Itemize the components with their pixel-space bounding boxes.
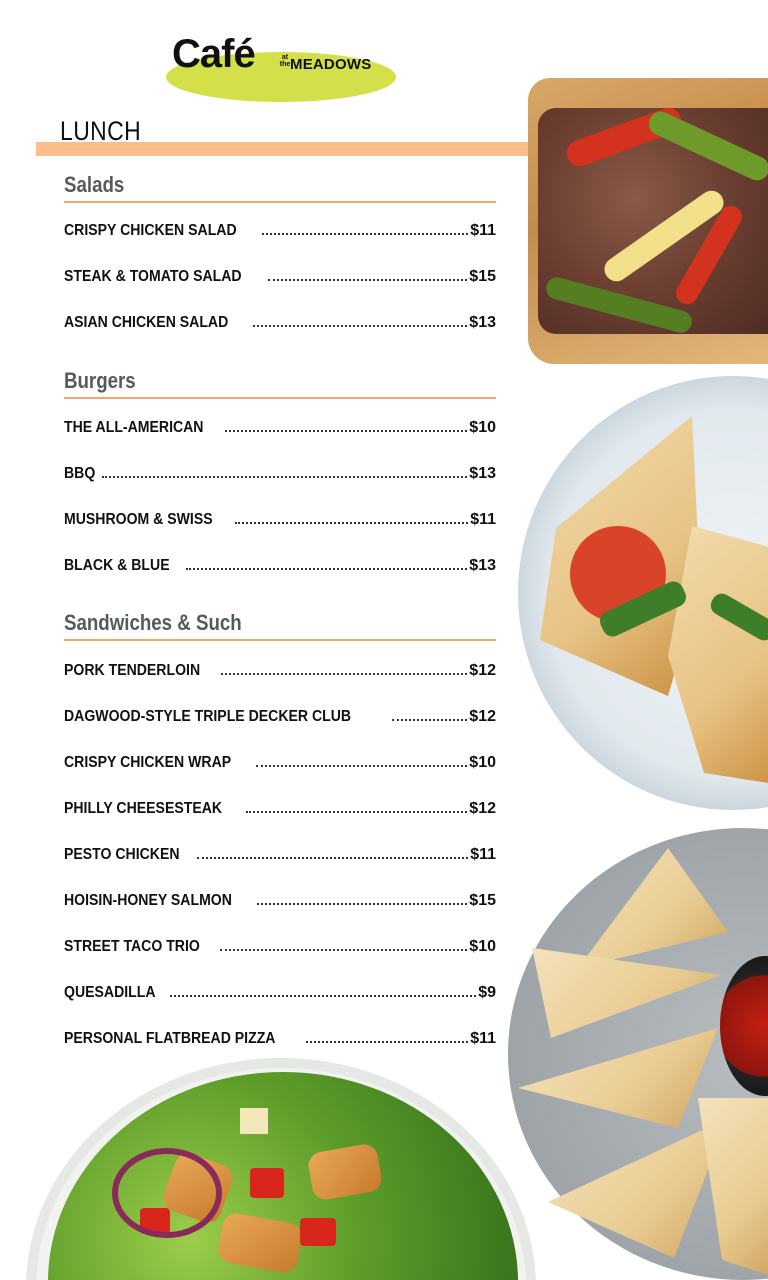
tomato-piece-shape <box>300 1218 336 1246</box>
dot-leader <box>256 755 467 767</box>
category-divider <box>64 201 496 203</box>
menu-item-price: $13 <box>469 557 496 574</box>
cafe-logo <box>166 30 396 104</box>
menu-item-price: $12 <box>469 662 496 679</box>
menu-item <box>64 708 496 730</box>
logo-meadows-text: MEADOWS <box>290 56 372 73</box>
menu-item-price: $13 <box>469 314 496 331</box>
menu-item <box>64 754 496 776</box>
dot-leader <box>170 985 476 997</box>
category-burgers <box>64 368 496 399</box>
menu-item-price: $12 <box>469 800 496 817</box>
menu-item-name: THE ALL-AMERICAN <box>64 419 204 436</box>
quesadilla-photo <box>508 828 768 1280</box>
page-title: LUNCH <box>60 116 142 146</box>
category-title: Burgers <box>64 368 136 393</box>
menu-item <box>64 662 496 684</box>
menu-item <box>64 1030 496 1052</box>
dot-leader <box>392 709 467 721</box>
menu-item <box>64 419 496 441</box>
menu-item <box>64 846 496 868</box>
dot-leader <box>197 847 468 859</box>
menu-item-price: $11 <box>470 1030 496 1047</box>
menu-item-price: $10 <box>469 419 496 436</box>
dot-leader <box>186 558 467 570</box>
dot-leader <box>221 663 468 675</box>
menu-item-name: PERSONAL FLATBREAD PIZZA <box>64 1030 276 1047</box>
menu-item-name: DAGWOOD-STYLE TRIPLE DECKER CLUB <box>64 708 352 725</box>
menu-item-price: $10 <box>469 938 496 955</box>
menu-item-name: PHILLY CHEESESTEAK <box>64 800 223 817</box>
menu-item-price: $15 <box>469 892 496 909</box>
menu-item <box>64 268 496 290</box>
menu-item-name: CRISPY CHICKEN SALAD <box>64 222 237 239</box>
menu-item-name: CRISPY CHICKEN WRAP <box>64 754 232 771</box>
menu-item-price: $11 <box>470 511 496 528</box>
menu-item <box>64 557 496 579</box>
dot-leader <box>253 315 468 327</box>
category-divider <box>64 397 496 399</box>
menu-item-price: $10 <box>469 754 496 771</box>
dot-leader <box>225 420 468 432</box>
category-salads <box>64 172 496 203</box>
menu-item <box>64 984 496 1006</box>
category-title: Sandwiches & Such <box>64 610 242 635</box>
dot-leader <box>246 801 468 813</box>
menu-item-name: STREET TACO TRIO <box>64 938 200 955</box>
logo-cafe-text: Café <box>172 32 255 76</box>
flatbread-photo <box>518 376 768 810</box>
menu-item-price: $15 <box>469 268 496 285</box>
menu-item <box>64 314 496 336</box>
onion-ring-shape <box>112 1148 222 1238</box>
menu-item-price: $11 <box>470 222 496 239</box>
menu-item-name: MUSHROOM & SWISS <box>64 511 213 528</box>
menu-item <box>64 892 496 914</box>
menu-item <box>64 465 496 487</box>
menu-item <box>64 938 496 960</box>
logo-at-the-text: at the <box>279 54 291 68</box>
dot-leader <box>257 893 467 905</box>
menu-item-name: HOISIN-HONEY SALMON <box>64 892 232 909</box>
dot-leader <box>235 512 468 524</box>
menu-item-name: STEAK & TOMATO SALAD <box>64 268 242 285</box>
cheese-cube-shape <box>240 1108 268 1134</box>
menu-item <box>64 800 496 822</box>
category-title: Salads <box>64 172 125 197</box>
menu-item-price: $13 <box>469 465 496 482</box>
menu-item-name: PESTO CHICKEN <box>64 846 180 863</box>
category-sandwiches <box>64 610 496 641</box>
menu-item-name: ASIAN CHICKEN SALAD <box>64 314 229 331</box>
dot-leader <box>306 1031 468 1043</box>
dot-leader <box>220 939 467 951</box>
cheesesteak-photo <box>524 74 768 368</box>
tomato-piece-shape <box>250 1168 284 1198</box>
dot-leader <box>268 269 468 281</box>
menu-item-name: QUESADILLA <box>64 984 156 1001</box>
menu-item-price: $11 <box>470 846 496 863</box>
menu-item-price: $9 <box>478 984 496 1001</box>
menu-item-name: BLACK & BLUE <box>64 557 170 574</box>
menu-item-name: BBQ <box>64 465 96 482</box>
menu-item <box>64 222 496 244</box>
menu-item-price: $12 <box>469 708 496 725</box>
dot-leader <box>102 466 468 478</box>
category-divider <box>64 639 496 641</box>
dot-leader <box>262 223 468 235</box>
menu-item <box>64 511 496 533</box>
menu-item-name: PORK TENDERLOIN <box>64 662 201 679</box>
salad-photo <box>0 1058 540 1280</box>
